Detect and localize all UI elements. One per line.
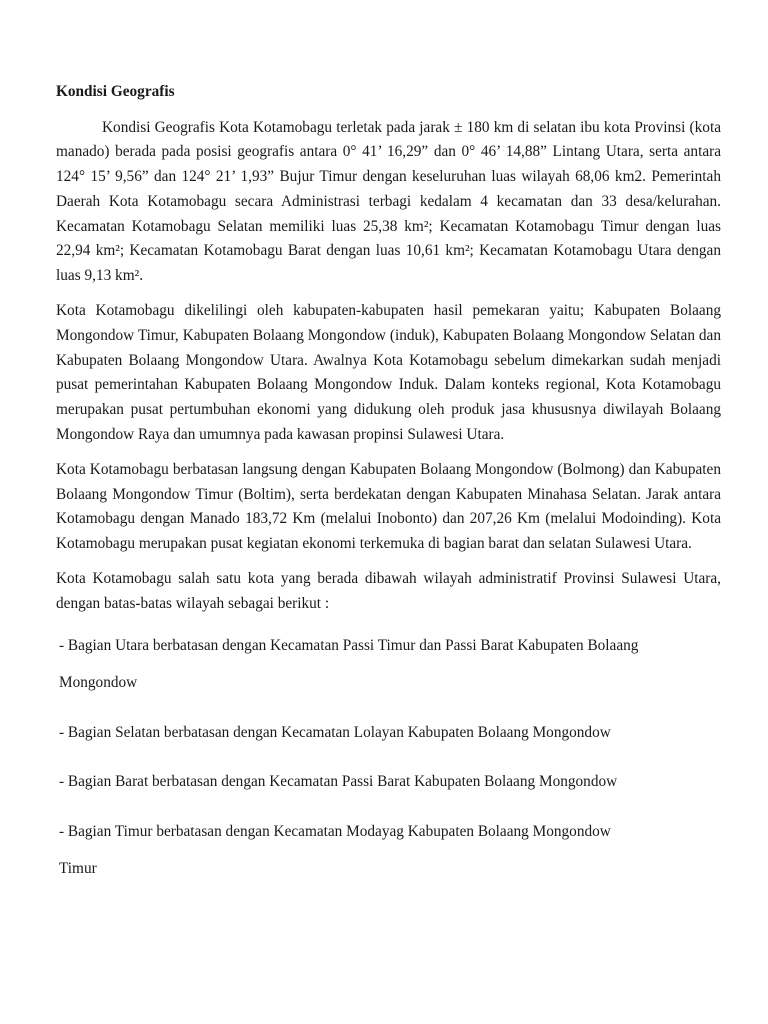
boundary-north xyxy=(56,627,721,701)
paragraph-boundaries-intro: Kota Kotamobagu salah satu kota yang berada dibawah wilayah administratif Provinsi Sulawesi Utara, dengan batas-batas wilayah sebagai berikut : xyxy=(56,570,721,612)
boundary-west xyxy=(56,763,721,800)
boundary-east-continuation: Timur xyxy=(59,859,97,877)
paragraph-surrounding-regencies: Kota Kotamobagu dikelilingi oleh kabupaten-kabupaten hasil pemekaran yaitu; Kabupaten Bolaang Mongondow Timur, Kabupaten Bolaang Mongondow (induk), Kabupaten Bolaang Mongondow Selatan dan Kabupaten Bolaang Mongondow Utara. Awalnya Kota Kotamobagu sebelum dimekarkan sudah menjadi pusat pemerintahan Kabupaten Bolaang Mongondow Induk. Dalam konteks regional, Kota Kotamobagu merupakan pusat pertumbuhan ekonomi yang didukung oleh produk jasa khususnya diwilayah Bolaang Mongondow Raya dan umumnya pada kawasan propinsi Sulawesi Utara. xyxy=(56,302,721,443)
boundary-south-text: - Bagian Selatan berbatasan dengan Kecamatan Lolayan Kabupaten Bolaang Mongondow xyxy=(59,723,611,741)
boundary-east xyxy=(56,813,721,887)
section-heading: Kondisi Geografis xyxy=(56,83,175,100)
boundary-north-text: - Bagian Utara berbatasan dengan Kecamatan Passi Timur dan Passi Barat Kabupaten Bolaang xyxy=(59,637,639,655)
document-body xyxy=(56,80,721,899)
paragraph-geography: Kondisi Geografis Kota Kotamobagu terletak pada jarak ± 180 km di selatan ibu kota Provinsi (kota manado) berada pada posisi geografis antara 0° 41’ 16,29” dan 0° 46’ 14,88” Lintang Utara, serta antara 124° 15’ 9,56” dan 124° 21’ 1,93” Bujur Timur dengan keseluruhan luas wilayah 68,06 km2. Pemerintah Daerah Kota Kotamobagu secara Administrasi terbagi kedalam 4 kecamatan dan 33 desa/kelurahan. Kecamatan Kotamobagu Selatan memiliki luas 25,38 km²; Kecamatan Kotamobagu Timur dengan luas 22,94 km²; Kecamatan Kotamobagu Barat dengan luas 10,61 km²; Kecamatan Kotamobagu Utara dengan luas 9,13 km². xyxy=(56,118,721,284)
boundary-west-text: - Bagian Barat berbatasan dengan Kecamatan Passi Barat Kabupaten Bolaang Mongondow xyxy=(59,773,618,791)
paragraph-borders-distance: Kota Kotamobagu berbatasan langsung dengan Kabupaten Bolaang Mongondow (Bolmong) dan Kabupaten Bolaang Mongondow Timur (Boltim), serta berdekatan dengan Kabupaten Minahasa Selatan. Jarak antara Kotamobagu dengan Manado 183,72 Km (melalui Inobonto) dan 207,26 Km (melalui Modoinding). Kota Kotamobagu merupakan pusat kegiatan ekonomi terkemuka di bagian barat dan selatan Sulawesi Utara. xyxy=(56,460,721,552)
boundary-south xyxy=(56,714,721,751)
boundary-north-continuation: Mongondow xyxy=(59,674,138,692)
boundary-east-text: - Bagian Timur berbatasan dengan Kecamatan Modayag Kabupaten Bolaang Mongondow xyxy=(59,822,611,840)
